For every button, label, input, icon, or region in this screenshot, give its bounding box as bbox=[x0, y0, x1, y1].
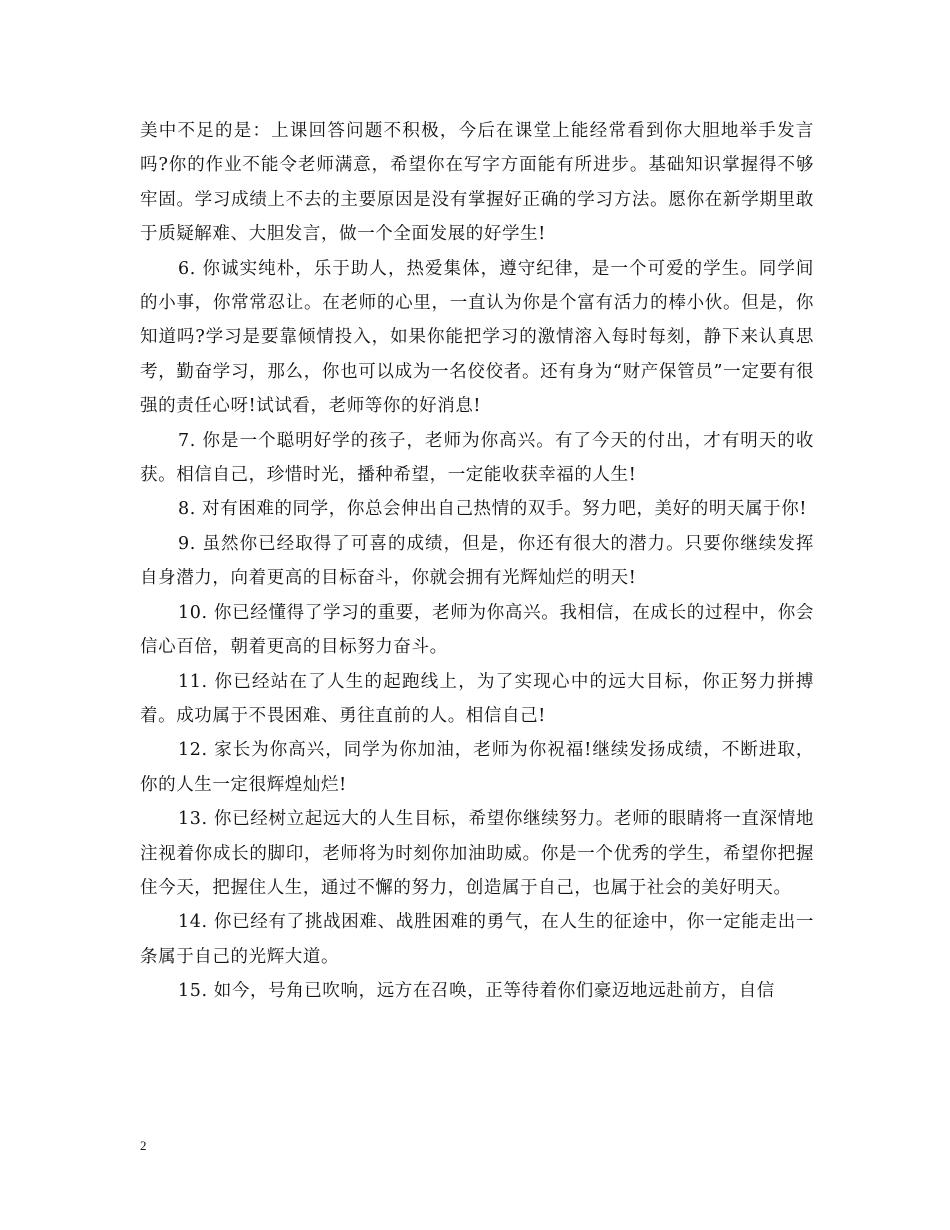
paragraph-item-14: 14. 你已经有了挑战困难、战胜困难的勇气，在人生的征途中，你一定能走出一条属于自己的光辉大道。 bbox=[140, 912, 814, 967]
paragraph-item-9: 9. 虽然你已经取得了可喜的成绩，但是，你还有很大的潜力。只要你继续发挥自身潜力，向着更高的目标奋斗，你就会拥有光辉灿烂的明天! bbox=[140, 533, 814, 589]
paragraph-item-12: 12. 家长为你高兴，同学为你加油，老师为你祝福!继续发扬成绩，不断进取，你的人生一定很辉煌灿烂! bbox=[140, 740, 814, 795]
page-number: 2 bbox=[140, 1138, 147, 1153]
paragraph-item-6: 6. 你诚实纯朴，乐于助人，热爱集体，遵守纪律，是一个可爱的学生。同学间的小事，你常常忍让。在老师的心里，一直认为你是个富有活力的棒小伙。但是，你知道吗?学习是要靠倾情投入，如果你能把学习的激情溶入每时每刻，静下来认真思考，勤奋学习，那么，你也可以成为一名佼佼者。还有身为“财产保管员”一定要有很强的责任心呀!试试看，老师等你的好消息! bbox=[140, 258, 814, 417]
paragraph-item-11: 11. 你已经站在了人生的起跑线上，为了实现心中的远大目标，你正努力拼搏着。成功属于不畏困难、勇往直前的人。相信自己! bbox=[140, 671, 814, 726]
paragraph-item-15: 15. 如今，号角已吹响，远方在召唤，正等待着你们豪迈地远赴前方，自信 bbox=[178, 981, 775, 1002]
paragraph-item-10: 10. 你已经懂得了学习的重要，老师为你高兴。我相信，在成长的过程中，你会信心百倍，朝着更高的目标努力奋斗。 bbox=[140, 602, 814, 658]
paragraph-continuation: 美中不足的是：上课回答问题不积极，今后在课堂上能经常看到你大胆地举手发言吗?你的作业不能令老师满意，希望你在写字方面能有所进步。基础知识掌握得不够牢固。学习成绩上不去的主要原因是没有掌握好正确的学习方法。愿你在新学期里敢于质疑解难、大胆发言，做一个全面发展的好学生! bbox=[140, 121, 814, 245]
paragraph-item-8: 8. 对有困难的同学，你总会伸出自己热情的双手。努力吧，美好的明天属于你! bbox=[178, 499, 807, 520]
paragraph-item-13: 13. 你已经树立起远大的人生目标，希望你继续努力。老师的眼睛将一直深情地注视着你成长的脚印，老师将为时刻你加油助威。你是一个优秀的学生，希望你把握住今天，把握住人生，通过不懈的努力，创造属于自己，也属于社会的美好明天。 bbox=[140, 809, 814, 898]
paragraph-item-7: 7. 你是一个聪明好学的孩子，老师为你高兴。有了今天的付出，才有明天的收获。相信自己，珍惜时光，播种希望，一定能收获幸福的人生! bbox=[140, 430, 814, 486]
document-body bbox=[140, 114, 814, 1009]
